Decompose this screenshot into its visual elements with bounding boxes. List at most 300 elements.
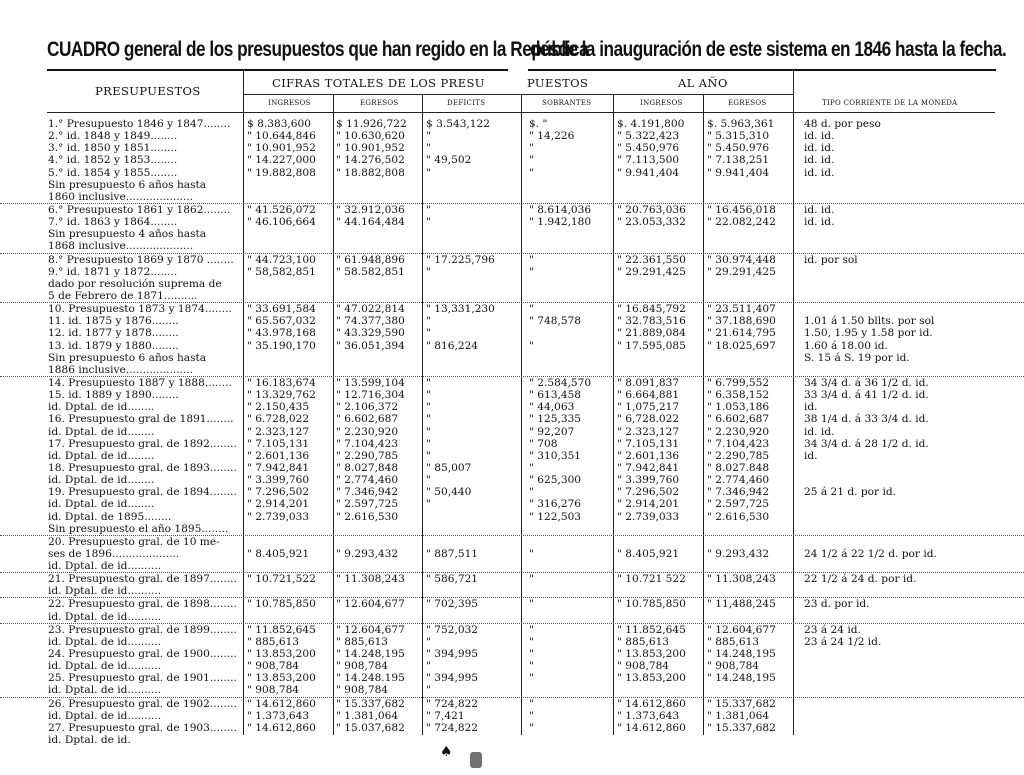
- cell-sob: " 125,335: [529, 413, 582, 426]
- table-row: [0, 585, 1024, 598]
- cell-ing2: " 7.105,131: [617, 437, 680, 450]
- table-row: [0, 340, 1024, 352]
- table-row: [0, 401, 1024, 413]
- cell-ing2: " 13.853,200: [617, 648, 686, 661]
- cell-def: " 50,440: [426, 486, 472, 499]
- table-row: [0, 611, 1024, 624]
- cell-tipo: id. id.: [804, 142, 835, 155]
- table-row: [0, 266, 1024, 278]
- cell-egr: " 12.604,677: [336, 598, 405, 611]
- cell-label: id. Dptal. de id..........: [48, 585, 162, 598]
- cell-tipo: id. id.: [804, 425, 835, 438]
- cell-ing: " 2.739,033: [247, 510, 310, 523]
- table-row: [0, 560, 1024, 573]
- cell-sob: " 748,578: [529, 315, 582, 328]
- cell-tipo: 24 1/2 á 22 1/2 d. por id.: [804, 547, 937, 560]
- cell-ing: " 10.644,846: [247, 130, 316, 143]
- cell-label: 22. Presupuesto gral. de 1898........: [48, 598, 237, 611]
- cell-ing2: " 5.450,976: [617, 142, 680, 155]
- cell-def: " 586,721: [426, 573, 479, 586]
- cell-sob: " 625,300: [529, 474, 582, 487]
- cell-egr2: $. 5.963,361: [707, 118, 775, 130]
- cell-label: 23. Presupuesto gral. de 1899........: [48, 623, 237, 636]
- cell-sob: ": [529, 660, 534, 673]
- cell-ing: " 2.323,127: [247, 425, 310, 438]
- cell-def: $ 3.543,122: [426, 118, 491, 130]
- cell-label: 19. Presupuesto gral. de 1894........: [48, 486, 237, 499]
- cell-egr: " 885,613: [336, 635, 389, 648]
- cell-sob: ": [529, 265, 534, 278]
- cell-ing2: " 29.291,425: [617, 265, 686, 278]
- table-row: [0, 352, 1024, 364]
- cell-sob: ": [529, 573, 534, 586]
- table-row: [0, 710, 1024, 722]
- cell-ing: " 44.723,100: [247, 253, 316, 266]
- cell-egr2: " 885,613: [707, 635, 760, 648]
- cell-ing: " 43.978,168: [247, 327, 316, 340]
- cell-ing2: " 10.785,850: [617, 598, 686, 611]
- cell-label: 4.° id. 1852 y 1853........: [48, 154, 178, 167]
- header-cifras: CIFRAS TOTALES DE LOS PRESU: [272, 76, 485, 90]
- cell-egr2: " 6.602,687: [707, 413, 770, 426]
- cell-tipo: 1.01 á 1.50 bllts. por sol: [804, 315, 935, 328]
- cell-egr: " 908,784: [336, 684, 389, 697]
- table-row: [0, 204, 1024, 216]
- cell-sob: ": [529, 598, 534, 611]
- cell-ing: " 14.612,860: [247, 697, 316, 710]
- cell-egr: " 58.582,851: [336, 265, 405, 278]
- cell-egr: " 61.948,896: [336, 253, 405, 266]
- table-row: [0, 130, 1024, 142]
- cell-ing: " 14.612,860: [247, 721, 316, 734]
- cell-label: id. Dptal. de id........: [48, 474, 155, 487]
- cell-def: ": [426, 498, 431, 511]
- cell-label: 10. Presupuesto 1873 y 1874........: [48, 303, 232, 316]
- cell-tipo: id. id.: [804, 130, 835, 143]
- cell-egr: " 14.248,195: [336, 648, 405, 661]
- cell-def: " 85,007: [426, 461, 472, 474]
- cell-ing: " 14.227,000: [247, 154, 316, 167]
- cell-def: " 7,421: [426, 709, 465, 722]
- cell-def: " 887,511: [426, 547, 479, 560]
- cell-egr2: " 7.104,423: [707, 437, 770, 450]
- cell-egr2: " 23.511,407: [707, 303, 776, 316]
- header-ingresos-anio: INGRESOS: [640, 99, 683, 107]
- cell-sob: " 613,458: [529, 389, 582, 402]
- cell-egr2: " 21.614,795: [707, 327, 776, 340]
- cell-ing: " 885,613: [247, 635, 300, 648]
- cell-egr: " 47.022,814: [336, 303, 405, 316]
- cell-ing2: " 14.612,860: [617, 697, 686, 710]
- cell-egr2: " 11,488,245: [707, 598, 776, 611]
- cell-tipo: 48 d. por peso: [804, 118, 881, 130]
- cell-egr: " 13.599,104: [336, 376, 405, 389]
- cell-label: 1.° Presupuesto 1846 y 1847........: [48, 118, 231, 130]
- cell-egr2: " 5.450.976: [707, 142, 770, 155]
- table-row: [0, 734, 1024, 746]
- cell-def: ": [426, 401, 431, 414]
- cell-ing: " 6.728,022: [247, 413, 310, 426]
- cell-ing2: " 2.739,033: [617, 510, 680, 523]
- cell-ing: " 13.853,200: [247, 672, 316, 685]
- cell-ing2: " 1,075,217: [617, 401, 680, 414]
- cell-def: ": [426, 327, 431, 340]
- cell-tipo: S. 15 á S. 19 por id.: [804, 351, 910, 364]
- table-row: [0, 142, 1024, 154]
- budget-table-body: [0, 118, 1024, 746]
- cell-ing: " 3.399,760: [247, 474, 310, 487]
- cell-egr: " 43.329,590: [336, 327, 405, 340]
- cell-egr: " 14.248.195: [336, 672, 405, 685]
- cell-label: id. Dptal. de id..........: [48, 635, 162, 648]
- cell-ing: " 16.183,674: [247, 376, 316, 389]
- cell-egr: " 2.290,785: [336, 449, 399, 462]
- table-row: [0, 486, 1024, 498]
- table-row: [0, 536, 1024, 548]
- table-row: [0, 548, 1024, 560]
- cell-egr2: " 8.027.848: [707, 461, 770, 474]
- table-row: [0, 167, 1024, 179]
- cell-egr: " 6.602,687: [336, 413, 399, 426]
- cell-egr: " 9.293,432: [336, 547, 399, 560]
- table-row: [0, 290, 1024, 303]
- header-puestos: PUESTOS: [527, 76, 589, 90]
- table-row: [0, 191, 1024, 204]
- cell-ing: " 7.942,841: [247, 461, 310, 474]
- cell-egr2: " 37.188,690: [707, 315, 776, 328]
- cell-ing: " 10.901,952: [247, 142, 316, 155]
- cell-label: Sin presupuesto 6 años hasta: [48, 178, 207, 191]
- cell-sob: " 8.614,036: [529, 203, 592, 216]
- cell-label: 17. Presupuesto gral. de 1892........: [48, 437, 237, 450]
- cell-def: ": [426, 425, 431, 438]
- cell-tipo: id. id.: [804, 216, 835, 229]
- cell-egr: " 44.164,484: [336, 216, 405, 229]
- cell-egr2: " 908,784: [707, 660, 760, 673]
- cell-sob: " 92,207: [529, 425, 575, 438]
- cell-sob: ": [529, 339, 534, 352]
- cell-ing: " 10.721,522: [247, 573, 316, 586]
- header-subrule: [243, 94, 793, 95]
- cell-egr: $ 11.926,722: [336, 118, 407, 130]
- cell-ing2: " 14.612,860: [617, 721, 686, 734]
- cell-label: 25. Presupuesto gral. de 1901........: [48, 672, 237, 685]
- table-row: [0, 722, 1024, 734]
- cell-ing2: " 20.763,036: [617, 203, 686, 216]
- cell-tipo: id. por sol: [804, 253, 858, 266]
- cell-egr2: " 11.308,243: [707, 573, 776, 586]
- cell-egr2: " 2.230,920: [707, 425, 770, 438]
- table-row: [0, 624, 1024, 636]
- cell-egr2: " 14.248,195: [707, 672, 776, 685]
- cell-def: ": [426, 389, 431, 402]
- cell-tipo: 22 1/2 á 24 d. por id.: [804, 573, 917, 586]
- cell-label: 20. Presupuesto gral. de 10 me-: [48, 535, 220, 548]
- cell-egr: " 8.027,848: [336, 461, 399, 474]
- cell-ing2: " 5.322,423: [617, 130, 680, 143]
- cell-tipo: 25 á 21 d. por id.: [804, 486, 897, 499]
- cell-sob: $. ": [529, 118, 548, 130]
- cell-sob: " 1.942,180: [529, 216, 592, 229]
- cell-sob: ": [529, 697, 534, 710]
- cell-egr2: " 9.941,404: [707, 166, 770, 179]
- cell-egr2: " 1.381,064: [707, 709, 770, 722]
- cell-tipo: id. id.: [804, 154, 835, 167]
- cell-label: dado por resolución suprema de: [48, 277, 222, 290]
- cell-egr2: " 7.138,251: [707, 154, 770, 167]
- cell-egr2: " 2.774,460: [707, 474, 770, 487]
- cell-label: 7.° id. 1863 y 1864........: [48, 216, 178, 229]
- cell-egr: " 15.037,682: [336, 721, 405, 734]
- cell-egr2: " 9.293,432: [707, 547, 770, 560]
- cell-ing2: " 7.296,502: [617, 486, 680, 499]
- cell-label: id. Dptal. de id........: [48, 425, 155, 438]
- cell-ing2: " 3.399,760: [617, 474, 680, 487]
- cell-def: ": [426, 315, 431, 328]
- cell-egr: " 10.901,952: [336, 142, 405, 155]
- cell-def: ": [426, 449, 431, 462]
- cell-sob: ": [529, 166, 534, 179]
- cell-sob: " 708: [529, 437, 558, 450]
- cell-ing2: " 13.853,200: [617, 672, 686, 685]
- cell-def: " 394,995: [426, 648, 479, 661]
- cell-def: " 816,224: [426, 339, 479, 352]
- cell-sob: " 122,503: [529, 510, 582, 523]
- cell-def: ": [426, 635, 431, 648]
- cell-egr: " 908,784: [336, 660, 389, 673]
- table-row: [0, 672, 1024, 684]
- cell-egr: " 11.308,243: [336, 573, 405, 586]
- cell-sob: ": [529, 623, 534, 636]
- cell-egr2: " 1.053,186: [707, 401, 770, 414]
- cell-label: 9.° id. 1871 y 1872........: [48, 265, 178, 278]
- cell-def: " 702,395: [426, 598, 479, 611]
- cell-egr2: " 15.337,682: [707, 697, 776, 710]
- cell-def: " 752,032: [426, 623, 479, 636]
- cell-egr2: " 2.290,785: [707, 449, 770, 462]
- cell-ing2: " 908,784: [617, 660, 670, 673]
- cell-ing: " 41.526,072: [247, 203, 316, 216]
- cell-label: 5.° id. 1854 y 1855........: [48, 166, 178, 179]
- cell-label: Sin presupuesto 4 años hasta: [48, 228, 207, 241]
- cell-sob: ": [529, 303, 534, 316]
- table-row: [0, 511, 1024, 523]
- cell-sob: " 316,276: [529, 498, 582, 511]
- cell-egr: " 10.630,620: [336, 130, 405, 143]
- cell-label: id. Dptal. de id........: [48, 401, 155, 414]
- cell-ing2: " 32.783,516: [617, 315, 686, 328]
- cell-def: " 49,502: [426, 154, 472, 167]
- table-row: [0, 303, 1024, 315]
- table-row: [0, 660, 1024, 672]
- table-row: [0, 240, 1024, 253]
- cell-def: ": [426, 203, 431, 216]
- top-rule-left: [47, 69, 508, 71]
- cell-ing: " 46.106,664: [247, 216, 316, 229]
- cell-egr: " 2.106,372: [336, 401, 399, 414]
- document-title-left: CUADRO general de los presupuestos que han regido en la República: [47, 38, 589, 61]
- cell-label: 15. id. 1889 y 1890........: [48, 389, 179, 402]
- cell-ing: " 908,784: [247, 684, 300, 697]
- cell-egr2: " 30.974,448: [707, 253, 776, 266]
- cell-sob: " 44,063: [529, 401, 575, 414]
- cell-def: ": [426, 376, 431, 389]
- cell-def: " 724,822: [426, 721, 479, 734]
- cell-def: " 13,331,230: [426, 303, 495, 316]
- cell-label: id. Dptal. de id..........: [48, 709, 162, 722]
- cell-label: id. Dptal. de 1895........: [48, 510, 172, 523]
- cell-egr2: " 22.082,242: [707, 216, 776, 229]
- cell-ing: " 19.882,808: [247, 166, 316, 179]
- table-row: [0, 636, 1024, 648]
- cell-ing2: " 2.601,136: [617, 449, 680, 462]
- cell-label: 18. Presupuesto gral. de 1893........: [48, 461, 237, 474]
- header-tipo-moneda: TIPO CORRIENTE DE LA MONEDA: [822, 99, 958, 107]
- cell-ing: " 7.296,502: [247, 486, 310, 499]
- cell-def: ": [426, 166, 431, 179]
- cell-label: 8.° Presupuesto 1869 y 1870 ........: [48, 253, 234, 266]
- cell-egr: " 15.337,682: [336, 697, 405, 710]
- cell-def: ": [426, 474, 431, 487]
- cell-egr: " 2.230,920: [336, 425, 399, 438]
- cell-tipo: 23 d. por id.: [804, 598, 870, 611]
- cell-egr2: " 12.604,677: [707, 623, 776, 636]
- cell-egr: " 12.604,677: [336, 623, 405, 636]
- cell-ing: " 8.405,921: [247, 547, 310, 560]
- cell-sob: ": [529, 547, 534, 560]
- cell-ing2: " 885,613: [617, 635, 670, 648]
- cell-label: id. Dptal. de id........: [48, 498, 155, 511]
- cell-egr2: " 2.597,725: [707, 498, 770, 511]
- cell-label: 3.° id. 1850 y 1851........: [48, 142, 178, 155]
- header-sobrantes: SOBRANTES: [542, 99, 592, 107]
- cell-label: id. Dptal. de id..........: [48, 610, 162, 623]
- cell-def: " 394,995: [426, 672, 479, 685]
- cell-egr: " 7.104,423: [336, 437, 399, 450]
- cell-def: ": [426, 413, 431, 426]
- cell-tipo: id. id.: [804, 203, 835, 216]
- cell-label: Sin presupuesto el año 1895........: [48, 522, 229, 535]
- cell-tipo: 1.60 á 18.00 id.: [804, 339, 888, 352]
- cell-tipo: 34 3/4 d. á 36 1/2 d. id.: [804, 376, 929, 389]
- cell-sob: ": [529, 253, 534, 266]
- cell-egr2: " 18.025,697: [707, 339, 776, 352]
- cell-ing2: " 2.914,201: [617, 498, 680, 511]
- cell-egr: " 74.377,380: [336, 315, 405, 328]
- table-row: [0, 698, 1024, 710]
- cell-sob: " 2.584,570: [529, 376, 592, 389]
- header-presupuestos: PRESUPUESTOS: [95, 84, 201, 98]
- table-row: [0, 364, 1024, 377]
- cell-ing: " 7.105,131: [247, 437, 310, 450]
- table-row: [0, 498, 1024, 510]
- header-al-anio: AL AÑO: [678, 76, 728, 90]
- table-row: [0, 462, 1024, 474]
- cell-egr: " 32.912,036: [336, 203, 405, 216]
- cell-label: 11. id. 1875 y 1876........: [48, 315, 179, 328]
- cell-ing: " 65.567,032: [247, 315, 316, 328]
- cell-def: ": [426, 684, 431, 697]
- cell-egr2: " 6.358,152: [707, 389, 770, 402]
- cell-ing: " 2.150,435: [247, 401, 310, 414]
- cell-ing2: " 16.845,792: [617, 303, 686, 316]
- cell-egr: " 2.616,530: [336, 510, 399, 523]
- cell-label: Sin presupuesto 6 años hasta: [48, 351, 207, 364]
- document-title-right: desde la inauguración de este sistema en 1846 hasta la fecha.: [530, 38, 1007, 61]
- table-row: [0, 474, 1024, 486]
- cell-def: " 17.225,796: [426, 253, 495, 266]
- cell-tipo: id.: [804, 401, 818, 414]
- cell-sob: ": [529, 154, 534, 167]
- cell-label: 6.° Presupuesto 1861 y 1862........: [48, 203, 231, 216]
- cell-sob: ": [529, 648, 534, 661]
- cell-egr2: " 6.799,552: [707, 376, 770, 389]
- cell-tipo: id. id.: [804, 166, 835, 179]
- cell-egr2: " 29.291,425: [707, 265, 776, 278]
- cell-label: id. Dptal. de id.: [48, 734, 131, 747]
- cell-label: 14. Presupuesto 1887 y 1888........: [48, 376, 232, 389]
- cell-label: 21. Presupuesto gral. de 1897........: [48, 573, 237, 586]
- cell-ing2: " 8.405,921: [617, 547, 680, 560]
- table-row: [0, 327, 1024, 339]
- cell-ing: " 908,784: [247, 660, 300, 673]
- cell-ing: " 58,582,851: [247, 265, 316, 278]
- cell-ing: " 33.691,584: [247, 303, 316, 316]
- print-speck: ♠: [440, 744, 453, 760]
- table-row: [0, 377, 1024, 389]
- header-egresos-anio: EGRESOS: [728, 99, 767, 107]
- table-row: [0, 438, 1024, 450]
- cell-label: id. Dptal. de id........: [48, 449, 155, 462]
- table-row: [0, 154, 1024, 166]
- cell-tipo: 34 3/4 d. á 28 1/2 d. id.: [804, 437, 929, 450]
- table-row: [0, 523, 1024, 536]
- cell-label: 2.° id. 1848 y 1849........: [48, 130, 178, 143]
- cell-egr: " 1.381,064: [336, 709, 399, 722]
- table-row: [0, 118, 1024, 130]
- cell-sob: ": [529, 672, 534, 685]
- table-row: [0, 216, 1024, 228]
- cell-ing: " 35.190,170: [247, 339, 316, 352]
- cell-label: 13. id. 1879 y 1880........: [48, 339, 179, 352]
- header-egresos: EGRESOS: [360, 99, 399, 107]
- cell-egr: " 36.051,394: [336, 339, 405, 352]
- cell-label: 5 de Febrero de 1871..........: [48, 289, 198, 302]
- cell-ing: " 13.329,762: [247, 389, 316, 402]
- table-row: [0, 254, 1024, 266]
- cell-label: 16. Presupuesto gral de 1891........: [48, 413, 234, 426]
- cell-ing2: " 11.852,645: [617, 623, 686, 636]
- header-deficits: DEFICITS: [447, 99, 486, 107]
- cell-ing2: " 23.053,332: [617, 216, 686, 229]
- cell-def: " 724,822: [426, 697, 479, 710]
- cell-sob: ": [529, 461, 534, 474]
- cell-ing: $ 8.383,600: [247, 118, 312, 130]
- cell-label: ses de 1896....................: [48, 547, 180, 560]
- cell-ing2: " 8.091,837: [617, 376, 680, 389]
- cell-ing: " 2.914,201: [247, 498, 310, 511]
- cell-label: 1860 inclusive....................: [48, 190, 194, 203]
- table-row: [0, 228, 1024, 240]
- cell-sob: ": [529, 486, 534, 499]
- cell-label: id. Dptal. de id..........: [48, 684, 162, 697]
- cell-ing2: " 10.721 522: [617, 573, 686, 586]
- cell-ing2: " 2.323,127: [617, 425, 680, 438]
- table-row: [0, 573, 1024, 585]
- cell-egr2: " 16.456,018: [707, 203, 776, 216]
- cell-ing2: " 9.941,404: [617, 166, 680, 179]
- table-row: [0, 315, 1024, 327]
